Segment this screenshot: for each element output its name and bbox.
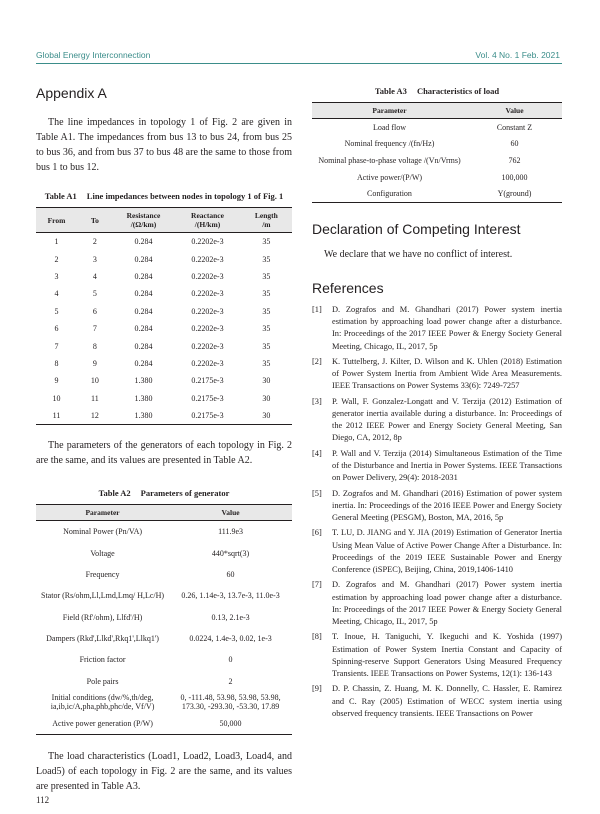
reference-text: T. Inoue, H. Taniguchi, Y. Ikeguchi and K. Yoshida (1997) Estimation of Power System Inertia Constant and Capacity of Spinning-reserve Support Generators Using Measured Frequency Transients. IEEE Transactions on Power Systems, 12(1): 136-143	[332, 632, 562, 678]
table-a2-cell: 111.9e3	[218, 527, 244, 537]
reference-item	[312, 356, 562, 393]
table-a2-row	[36, 713, 292, 735]
table-a2-row	[36, 670, 292, 691]
th-length	[241, 208, 292, 233]
table-a2-row	[36, 521, 292, 543]
table-a2-number: Table A2	[98, 488, 131, 499]
table-a3-row	[312, 169, 562, 186]
table-a1-row	[36, 390, 292, 407]
table-a1-cell: 0.284	[134, 254, 153, 264]
table-a1-cell: 0.2202e-3	[191, 254, 224, 264]
th-reactance	[174, 208, 241, 233]
table-a3-title: Characteristics of load	[416, 86, 500, 96]
table-a1-cell: 0.2202e-3	[191, 306, 224, 316]
table-a2-cell: Nominal Power (Pn/VA)	[63, 527, 143, 537]
table-a1-cell: 0.284	[134, 358, 153, 368]
table-a1-row	[36, 320, 292, 337]
table-a1-cell: 35	[262, 358, 271, 368]
table-a1-cell: 0.2175e-3	[191, 376, 224, 386]
reference-number: [7]	[312, 580, 322, 590]
reference-text: D. Zografos and M. Ghandhari (2017) Power system inertia estimation by approaching load power change after a disturbance. In: Proceedings of the 2017 IEEE Power & Energy Society General Meeting, Chicago, IL, 2017, 5p	[332, 580, 562, 626]
table-a1-cell: 0.284	[134, 271, 153, 281]
table-a1-cell: 2	[92, 237, 97, 247]
th-a3-parameter: Parameter	[312, 103, 467, 119]
table-a1-row	[36, 268, 292, 285]
right-column	[312, 85, 562, 723]
table-a3-row	[312, 136, 562, 153]
table-a2-cell: 0.0224, 1.4e-3, 0.02, 1e-3	[189, 633, 272, 643]
reference-number: [3]	[312, 396, 322, 406]
table-a1-row	[36, 372, 292, 389]
table-a1-cell: 10	[52, 393, 61, 403]
table-a2-cell: 440*sqrt(3)	[211, 548, 250, 558]
table-a1-title: Line impedances between nodes in topology 1 of Fig. 1	[86, 191, 284, 201]
table-a1-row	[36, 337, 292, 354]
table-a2-row	[36, 649, 292, 670]
table-a3-cell: Constant Z	[496, 122, 533, 132]
reference-text: P. Wall, F. Gonzalez-Longatt and V. Terzija (2012) Estimation of generator inertia available during a disturbance. In: Proceedings of the 2012 IEEE Power and Energy Society General Meeting, San Diego, CA, 2012, 8p	[332, 396, 562, 443]
table-a1-cell: 5	[92, 289, 97, 299]
th-length-2: /m	[262, 220, 271, 229]
table-a1-cell: 35	[262, 306, 271, 316]
table-a1-cell: 0.2202e-3	[191, 324, 224, 334]
table-a1-cell: 0.284	[134, 289, 153, 299]
appendix-para-1: The line impedances in topology 1 of Fig. 2 are given in Table A1. The impedances from bus 13 to bus 24, from bus 25 to bus 36, and from bus 37 to bus 48 are the same to those from bus 1 to bus 12.	[36, 117, 292, 173]
table-a1-row	[36, 355, 292, 372]
reference-item	[312, 304, 562, 353]
reference-number: [6]	[312, 528, 322, 538]
table-a3	[312, 102, 562, 203]
table-a1-cell: 30	[262, 376, 271, 386]
table-a2-row	[36, 606, 292, 627]
reference-list	[312, 304, 562, 720]
page-number: 112	[36, 795, 50, 805]
table-a1-cell: 7	[92, 324, 97, 334]
table-a1-cell: 8	[54, 358, 59, 368]
table-a3-cell: Active power/(P/W)	[356, 172, 423, 182]
table-a2-caption	[36, 488, 292, 498]
table-a1-cell: 6	[92, 306, 97, 316]
th-from: From	[36, 208, 77, 233]
table-a1-cell: 8	[92, 341, 97, 351]
th-reactance-1: Reactance	[191, 211, 224, 220]
table-a1-row	[36, 233, 292, 251]
table-a3-number: Table A3	[374, 86, 407, 96]
th-a3-value: Value	[467, 103, 562, 119]
reference-item	[312, 448, 562, 485]
table-a1-cell: 1.380	[134, 393, 153, 403]
reference-item	[312, 579, 562, 628]
table-a2-cell: 0.13, 2.1e-3	[211, 612, 250, 622]
table-a2	[36, 504, 292, 735]
reference-item	[312, 488, 562, 525]
table-a1-cell: 35	[262, 254, 271, 264]
table-a3-cell: 60	[510, 139, 519, 149]
table-a1-cell: 5	[54, 306, 59, 316]
left-column	[36, 85, 292, 794]
references-title: References	[312, 279, 384, 296]
table-a3-row	[312, 119, 562, 136]
table-a3-cell: Y(ground)	[497, 189, 532, 199]
table-a1-cell: 0.284	[134, 341, 153, 351]
table-a3-cell: Nominal phase-to-phase voltage /(Vn/Vrms)	[318, 155, 461, 165]
table-a2-cell: Dampers (Rkd',Llkd',Rkq1',Llkq1')	[46, 633, 159, 643]
table-a1-caption	[36, 191, 292, 201]
table-a2-cell: 2	[228, 676, 233, 686]
reference-text: D. Zografos and M. Ghandhari (2016) Estimation of power system inertia. In: Proceedings of the 2016 IEEE Power and Energy Society General Meeting (PESGM), Boston, MA, 2016, 5p	[332, 488, 562, 522]
reference-text: T. LU, D. JIANG and Y. JIA (2019) Estimation of Generator Inertia Using Mean Value of Active Power Change After a Disturbance. In: Proceedings of the 2019 IEEE Sustainable Power and Energy Conference (iSPEC), Beijing, China, 2019,1406-1410	[332, 528, 562, 574]
table-a1-cell: 9	[92, 358, 97, 368]
table-a2-cell: 50,000	[219, 719, 242, 729]
table-a2-cell: Initial conditions (dw/%,th/deg, ia,ib,ic/A,pha,phb,phc/de, Vf/V)	[50, 693, 155, 712]
table-a1-cell: 0.2202e-3	[191, 358, 224, 368]
table-a1-number: Table A1	[44, 191, 77, 201]
table-a3-cell: 762	[508, 155, 521, 165]
table-a3-caption	[312, 86, 562, 96]
table-a1-cell: 11	[91, 393, 99, 403]
reference-text: K. Tuttelberg, J. Kilter, D. Wilson and K. Uhlen (2018) Estimation of Power System Inertia from Ambient Wide Area Measurements. IEEE Transactions on Power Systems 33(6): 7249-7257	[332, 356, 562, 391]
table-a1-cell: 35	[262, 341, 271, 351]
th-to: To	[77, 208, 113, 233]
reference-number: [4]	[312, 448, 322, 458]
table-a1-row	[36, 250, 292, 267]
reference-item	[312, 527, 562, 576]
table-a3-row	[312, 152, 562, 169]
th-resistance	[113, 208, 174, 233]
header-rule	[36, 63, 562, 64]
table-a2-cell: Frequency	[85, 570, 120, 580]
reference-number: [8]	[312, 632, 322, 642]
table-a2-cell: Pole pairs	[86, 676, 119, 686]
table-a1-cell: 0.2175e-3	[191, 411, 224, 421]
table-a2-row	[36, 692, 292, 713]
reference-text: D. Zografos and M. Ghandhari (2017) Power system inertia estimation by approaching load power change after a disturbance. In: Proceedings of the 2017 IEEE Power & Energy Society General Meeting, Chicago, IL, 2017, 5p	[332, 304, 562, 351]
table-a1-cell: 30	[262, 411, 271, 421]
table-a2-cell: 0.26, 1.14e-3, 13.7e-3, 11.0e-3	[181, 591, 280, 601]
table-a1-cell: 35	[262, 237, 271, 247]
table-a1-row	[36, 303, 292, 320]
table-a1-cell: 6	[54, 324, 59, 334]
declaration-text: We declare that we have no conflict of interest.	[324, 248, 513, 260]
table-a1-cell: 10	[90, 376, 99, 386]
table-a1-cell: 1	[54, 237, 59, 247]
table-a2-row	[36, 564, 292, 585]
table-a1-cell: 4	[92, 271, 97, 281]
table-a3-cell: Configuration	[367, 189, 412, 199]
table-a1-cell: 11	[52, 411, 61, 421]
table-a1-cell: 30	[262, 393, 271, 403]
reference-item	[312, 631, 562, 680]
table-a2-cell: Field (Rf'/ohm), Llfd'/H)	[62, 612, 143, 622]
table-a2-cell: Friction factor	[79, 655, 126, 665]
table-a1-cell: 0.2202e-3	[191, 237, 224, 247]
table-a1-cell: 0.2202e-3	[191, 289, 224, 299]
th-reactance-2: /(H/km)	[194, 220, 221, 229]
table-a1-cell: 7	[54, 341, 59, 351]
table-a3-cell: Load flow	[372, 122, 407, 132]
th-resistance-2: /(Ω/km)	[130, 220, 157, 229]
table-a1-cell: 9	[54, 376, 59, 386]
table-a3-row	[312, 185, 562, 202]
table-a3-cell: 100,000	[501, 172, 528, 182]
table-a2-row	[36, 628, 292, 649]
table-a1-cell: 0.2202e-3	[191, 271, 224, 281]
appendix-para-3: The load characteristics (Load1, Load2, Load3, Load4, and Load5) of each topology in Fig. 2 are the same, and its values are presented in Table A3.	[36, 751, 292, 793]
appendix-para-2: The parameters of the generators of each topology in Fig. 2 are the same, and its values are presented in Table A2.	[36, 440, 292, 467]
table-a1-cell: 1.380	[134, 376, 153, 386]
table-a1-row	[36, 285, 292, 302]
table-a2-cell: 0	[228, 655, 233, 665]
table-a1-cell: 3	[54, 271, 59, 281]
declaration-title: Declaration of Competing Interest	[312, 220, 521, 237]
reference-number: [2]	[312, 356, 322, 366]
table-a1-cell: 0.284	[134, 324, 153, 334]
table-a2-cell: Active power generation (P/W)	[52, 719, 153, 729]
th-a2-parameter: Parameter	[36, 505, 169, 521]
reference-number: [1]	[312, 304, 322, 314]
appendix-title: Appendix A	[36, 85, 107, 101]
table-a1-cell: 2	[54, 254, 59, 264]
reference-text: P. Wall and V. Terzija (2014) Simultaneous Estimation of the Time of the Disturbance and Inertia in Power Systems. IEEE Transactions on Power Delivery, 29(4): 2018-2031	[332, 448, 562, 483]
table-a2-cell: 60	[226, 570, 235, 580]
reference-number: [5]	[312, 488, 322, 498]
journal-name: Global Energy Interconnection	[36, 50, 151, 60]
table-a1-cell: 4	[54, 289, 59, 299]
table-a1-cell: 1.380	[134, 411, 153, 421]
table-a1-row	[36, 407, 292, 425]
table-a2-title: Parameters of generator	[140, 488, 230, 499]
table-a2-row	[36, 585, 292, 606]
th-resistance-1: Resistance	[126, 211, 161, 220]
table-a1	[36, 207, 292, 425]
table-a1-cell: 0.2175e-3	[191, 393, 224, 403]
reference-item	[312, 396, 562, 445]
table-a1-cell: 35	[262, 324, 271, 334]
table-a2-row	[36, 543, 292, 564]
reference-item	[312, 683, 562, 720]
reference-text: D. P. Chassin, Z. Huang, M. K. Donnelly, C. Hassler, E. Ramirez and C. Ray (2005) Estimation of WECC system inertia using observed frequency transients. IEEE Transactions on Power	[332, 684, 562, 718]
th-a2-value: Value	[169, 505, 292, 521]
table-a2-cell: 0, -111.48, 53.98, 53.98, 53.98, 173.30, -293.30, -53.30, 17.89	[180, 693, 281, 712]
table-a2-cell: Stator (Rs/ohm,Ll,Lmd,Lmq/ H,Lc/H)	[41, 591, 165, 601]
table-a1-cell: 12	[90, 411, 99, 421]
table-a2-cell: Voltage	[90, 548, 115, 558]
issue-info: Vol. 4 No. 1 Feb. 2021	[475, 50, 560, 60]
table-a1-cell: 3	[92, 254, 97, 264]
table-a3-cell: Nominal frequency /(fn/Hz)	[344, 139, 435, 149]
table-a1-cell: 0.284	[134, 306, 153, 316]
table-a1-cell: 35	[262, 271, 271, 281]
reference-number: [9]	[312, 684, 322, 694]
table-a1-cell: 35	[262, 289, 271, 299]
table-a1-cell: 0.2202e-3	[191, 341, 224, 351]
table-a1-cell: 0.284	[134, 237, 153, 247]
th-length-1: Length	[254, 211, 278, 220]
